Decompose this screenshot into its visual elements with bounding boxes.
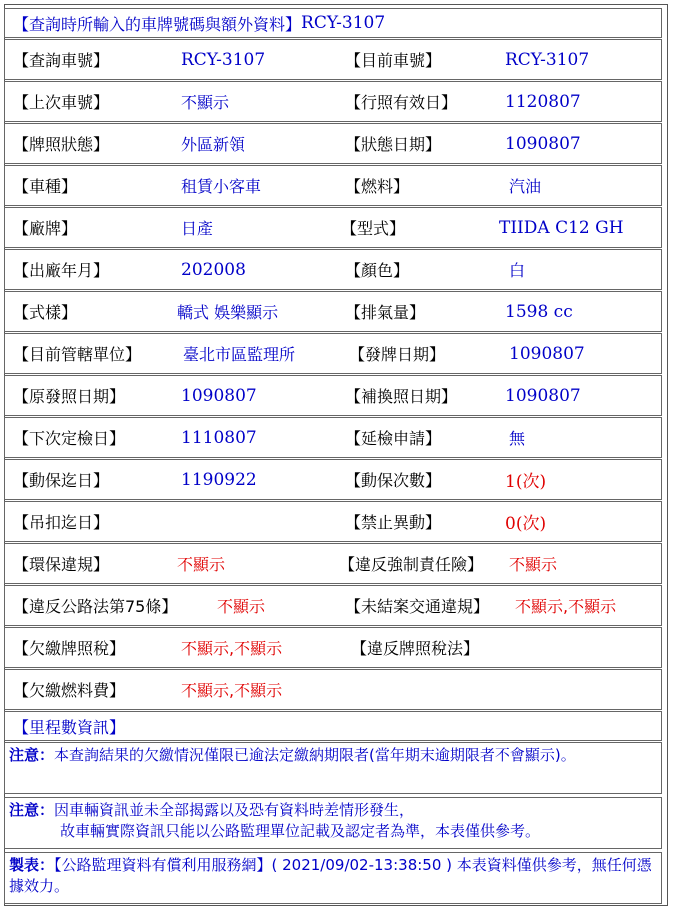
field-label: 【吊扣迄日】 (13, 513, 110, 532)
mileage-label: 【里程數資訊】 (13, 717, 126, 737)
field-value: 不顯示 (509, 555, 558, 574)
header-plate: RCY-3107 (301, 13, 386, 33)
field-label: 【禁止異動】 (345, 513, 442, 532)
note-1-label: 注意： (9, 746, 55, 764)
field-value: 不顯示 (217, 597, 266, 616)
note-3 (4, 852, 662, 904)
field-label: 【出廠年月】 (13, 261, 110, 280)
field-value: 轎式 娛樂顯示 (177, 303, 279, 322)
field-value: 外區新領 (181, 135, 246, 154)
field-value: 不顯示 (177, 555, 226, 574)
field-value: 202008 (181, 259, 246, 280)
field-label: 【排氣量】 (345, 303, 426, 322)
field-value: 1598 cc (505, 301, 573, 322)
field-label: 【欠繳燃料費】 (13, 681, 126, 700)
note-2-label: 注意： (9, 801, 55, 819)
info-row (4, 417, 662, 458)
info-row (4, 501, 662, 542)
field-value: TIIDA C12 GH (499, 217, 624, 238)
field-label: 【查詢車號】 (13, 51, 110, 70)
info-row (4, 585, 662, 626)
field-value: 白 (509, 261, 526, 280)
info-row (4, 207, 662, 248)
field-label: 【顏色】 (345, 261, 410, 280)
field-value: 1(次) (505, 472, 547, 492)
info-row (4, 291, 662, 332)
field-label: 【環保違規】 (13, 555, 110, 574)
field-label: 【補換照日期】 (345, 387, 458, 406)
field-label: 【欠繳牌照稅】 (13, 639, 126, 658)
field-value: 不顯示 (181, 93, 230, 112)
field-label: 【燃料】 (345, 177, 410, 196)
field-value: 日產 (181, 219, 214, 238)
field-value: 1120807 (505, 91, 581, 112)
note-3-text: 【公路監理資料有償利用服務網】( 2021/09/02-13:38:50 ) 本表資料僅供參考，無任何憑據效力。 (9, 856, 652, 895)
field-label: 【型式】 (341, 219, 406, 238)
header-row (4, 8, 662, 38)
field-label: 【上次車號】 (13, 93, 110, 112)
field-value: 1090807 (505, 133, 581, 154)
info-row (4, 459, 662, 500)
note-3-label: 製表： (9, 856, 55, 874)
note-2 (4, 797, 662, 849)
field-label: 【發牌日期】 (349, 345, 446, 364)
header-title: 【查詢時所輸入的車牌號碼與額外資料】 (13, 14, 302, 34)
field-value: 不顯示,不顯示 (181, 639, 283, 658)
info-row (4, 375, 662, 416)
field-label: 【違反公路法第75條】 (13, 597, 178, 616)
field-label: 【狀態日期】 (345, 135, 442, 154)
info-row (4, 249, 662, 290)
field-value: 1190922 (181, 469, 257, 490)
info-row (4, 81, 662, 122)
info-row (4, 333, 662, 374)
note-1 (4, 742, 662, 794)
field-value: 不顯示,不顯示 (181, 681, 283, 700)
info-row (4, 669, 662, 710)
field-label: 【目前車號】 (345, 51, 442, 70)
field-label: 【原發照日期】 (13, 387, 126, 406)
field-label: 【車種】 (13, 177, 78, 196)
field-label: 【延檢申請】 (345, 429, 442, 448)
field-value: RCY-3107 (505, 49, 590, 70)
header-title-cell (13, 9, 385, 37)
note-2-line1: 因車輛資訊並未全部揭露以及恐有資料時差情形發生， (54, 801, 415, 819)
field-label: 【牌照狀態】 (13, 135, 110, 154)
field-value: 租賃小客車 (181, 177, 262, 196)
field-label: 【違反牌照稅法】 (351, 639, 480, 658)
field-value: 臺北市區監理所 (183, 345, 296, 364)
field-label: 【未結案交通違規】 (345, 597, 490, 616)
mileage-row (4, 711, 662, 741)
field-value: 1110807 (181, 427, 257, 448)
note-2-line2: 故車輛實際資訊只能以公路監理單位記載及認定者為準，本表僅供參考。 (60, 822, 541, 840)
info-row (4, 39, 662, 80)
info-row (4, 123, 662, 164)
field-value: RCY-3107 (181, 49, 266, 70)
field-label: 【廠牌】 (13, 219, 78, 238)
field-value: 不顯示,不顯示 (515, 597, 617, 616)
field-label: 【行照有效日】 (345, 93, 458, 112)
field-value: 1090807 (181, 385, 257, 406)
info-row (4, 627, 662, 668)
info-row (4, 543, 662, 584)
field-value: 1090807 (509, 343, 585, 364)
field-label: 【下次定檢日】 (13, 429, 126, 448)
field-value: 汽油 (509, 177, 542, 196)
note-1-text: 本查詢結果的欠繳情況僅限已逾法定繳納期限者(當年期末逾期限者不會顯示)。 (54, 746, 576, 764)
field-label: 【目前管轄單位】 (13, 345, 142, 364)
field-value: 無 (509, 429, 526, 448)
field-label: 【違反強制責任險】 (339, 555, 484, 574)
field-label: 【式樣】 (13, 303, 78, 322)
field-value: 0(次) (505, 514, 547, 534)
info-row (4, 165, 662, 206)
field-label: 【動保次數】 (345, 471, 442, 490)
field-label: 【動保迄日】 (13, 471, 110, 490)
field-value: 1090807 (505, 385, 581, 406)
